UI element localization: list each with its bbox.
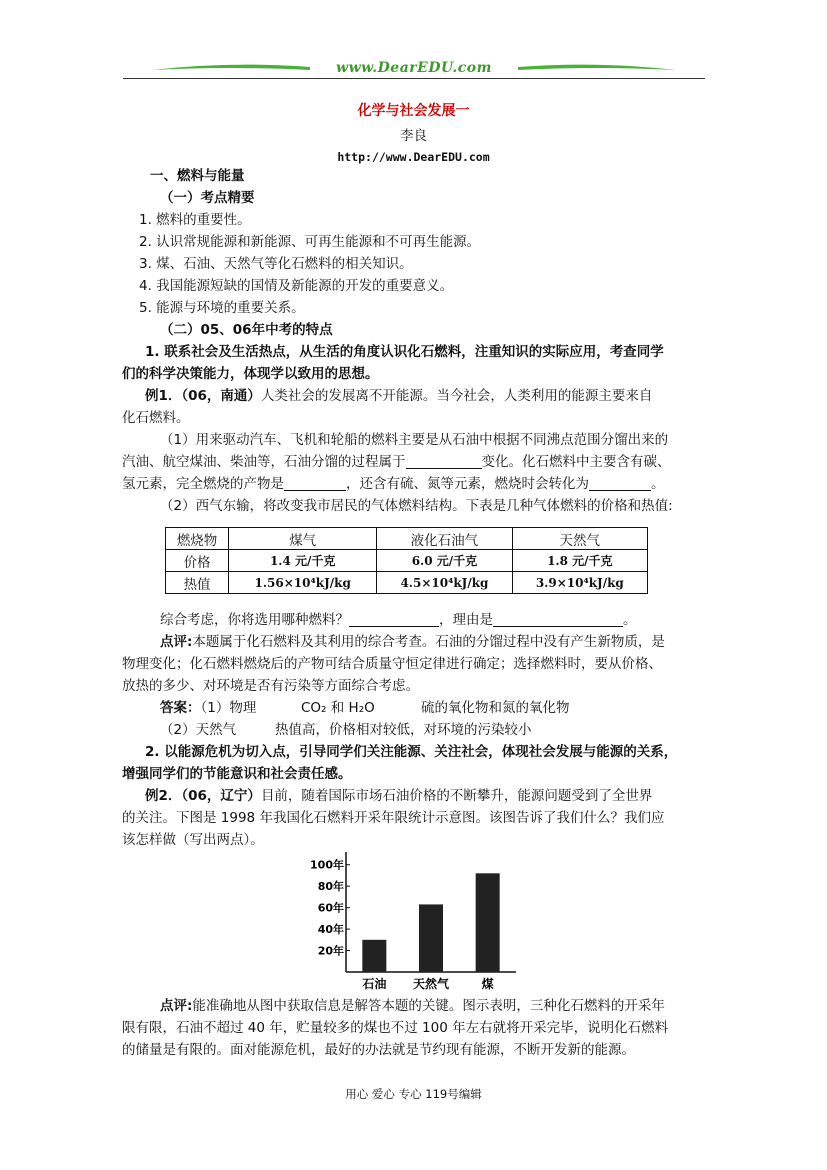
question-text: 氢元素，完全燃烧的产物是: [122, 476, 284, 492]
question-line: [122, 474, 665, 494]
table-row: [166, 572, 648, 594]
list-item: 4. 我国能源短缺的国情及新能源的开发的重要意义。: [139, 278, 454, 294]
question-text: 。: [623, 612, 637, 628]
list-item: 1. 燃料的重要性。: [139, 212, 251, 228]
table-header-cell: 天然气: [512, 528, 647, 550]
x-tick-label: 煤: [481, 977, 494, 991]
site-banner-text[interactable]: www.DearEDU.com: [336, 60, 492, 76]
feature-text: 增强同学们的节能意识和社会责任感。: [122, 766, 352, 782]
x-tick-label: 石油: [362, 977, 387, 991]
question-text: ，理由是: [439, 612, 493, 628]
question-text: 汽油、航空煤油、柴油等，石油分馏的过程属于: [122, 454, 406, 470]
y-tick-label: 40年: [317, 923, 344, 937]
example-line: [145, 386, 652, 406]
bar: [419, 904, 443, 972]
comment-text: 的储量是有限的。面对能源危机，最好的办法就是节约现有能源，不断开发新的能源。: [122, 1042, 635, 1058]
question-text: （2）西气东输，将改变我市居民的气体燃料结构。下表是几种气体燃料的价格和热值:: [160, 498, 673, 514]
section-heading: 一、燃料与能量: [150, 168, 245, 184]
question-line: [122, 452, 671, 472]
example-label: 例1．（06，南通）: [145, 388, 261, 404]
table-cell: 4.5×10⁴kJ/kg: [377, 572, 512, 594]
bar: [476, 873, 500, 972]
x-tick-label: 天然气: [412, 977, 450, 991]
table-cell: 1.8 元/千克: [512, 550, 647, 572]
comment-text: 能准确地从图中获取信息是解答本题的关键。图示表明，三种化石燃料的开采年: [192, 998, 665, 1014]
y-tick-label: 80年: [317, 880, 344, 894]
answer-text: （2）天然气: [160, 722, 237, 738]
answer-blank[interactable]: [349, 612, 439, 627]
table-cell: 3.9×10⁴kJ/kg: [512, 572, 647, 594]
answer-blank[interactable]: [284, 476, 346, 491]
bar: [362, 940, 386, 972]
author: 李良: [400, 128, 427, 144]
example-text: 人类社会的发展离不开能源。当今社会，人类利用的能源主要来自: [260, 388, 653, 404]
table-cell: 1.56×10⁴kJ/kg: [229, 572, 377, 594]
answer-blank[interactable]: [406, 454, 482, 469]
header-divider: [123, 78, 705, 79]
table-row: [166, 550, 648, 572]
comment-label: 点评:: [160, 634, 193, 650]
comment-text: 物理变化；化石燃料燃烧后的产物可结合质量守恒定律进行确定；选择燃料时，要从价格、: [122, 656, 662, 672]
question-text: 综合考虑，你将选用哪种燃料？: [160, 612, 349, 628]
table-cell: 价格: [166, 550, 229, 572]
bar-chart: [300, 848, 530, 993]
example-text: 的关注。下图是 1998 年我国化石燃料开采年限统计示意图。该图告诉了我们什么？我们应: [122, 810, 665, 826]
subsection-heading: （一）考点精要: [160, 190, 255, 206]
example-text: 目前，随着国际市场石油价格的不断攀升，能源问题受到了全世界: [260, 788, 653, 804]
page-footer: 用心 爱心 专心 119号编辑: [345, 1087, 482, 1101]
question-text: （1）用来驱动汽车、飞机和轮船的燃料主要是从石油中根据不同沸点范围分馏出来的: [160, 432, 669, 448]
list-item: 5. 能源与环境的重要关系。: [139, 300, 305, 316]
example-label: 例2．（06，辽宁）: [145, 788, 261, 804]
subsection-heading: （二）05、06年中考的特点: [160, 322, 333, 338]
table-header-cell: 燃烧物: [166, 528, 229, 550]
example-line: [145, 786, 652, 806]
example-text: 该怎样做（写出两点）。: [122, 832, 264, 848]
table-header-cell: 煤气: [229, 528, 377, 550]
table-header-cell: 液化石油气: [377, 528, 512, 550]
y-tick-label: 60年: [317, 901, 344, 915]
source-url[interactable]: http://www.DearEDU.com: [337, 150, 490, 164]
comment-label: 点评:: [160, 998, 193, 1014]
answer-text: 热值高，价格相对较低，对环境的污染较小: [275, 722, 532, 738]
table-row: [166, 528, 648, 550]
answer-blank[interactable]: [493, 612, 623, 627]
example-text: 化石燃料。: [122, 410, 190, 426]
y-tick-label: 20年: [317, 944, 344, 958]
feature-text: 们的科学决策能力，体现学以致用的思想。: [122, 366, 379, 382]
feature-text: 1. 联系社会及生活热点，从生活的角度认识化石燃料，注重知识的实际应用，考查同学: [145, 344, 664, 360]
y-tick-label: 100年: [310, 858, 344, 872]
page-title: 化学与社会发展一: [357, 103, 470, 119]
table-cell: 热值: [166, 572, 229, 594]
comment-line: [160, 996, 665, 1016]
answer-text: （1）物理: [200, 700, 257, 716]
answer-line: [160, 698, 256, 718]
question-line: [160, 610, 637, 630]
question-text: 。: [651, 476, 665, 492]
answer-text: CO₂ 和 H₂O: [301, 700, 375, 716]
fuel-table: [165, 527, 648, 594]
comment-text: 放热的多少、对环境是否有污染等方面综合考虑。: [122, 678, 419, 694]
question-text: 变化。化石燃料中主要含有碳、: [481, 454, 671, 470]
comment-line: [160, 632, 665, 652]
list-item: 2. 认识常规能源和新能源、可再生能源和不可再生能源。: [139, 234, 481, 250]
table-cell: 6.0 元/千克: [377, 550, 512, 572]
answer-label: 答案：: [160, 700, 201, 716]
comment-text: 本题属于化石燃料及其利用的综合考查。石油的分馏过程中没有产生新物质，是: [192, 634, 665, 650]
table-cell: 1.4 元/千克: [229, 550, 377, 572]
answer-blank[interactable]: [589, 476, 651, 491]
answer-text: 硫的氧化物和氮的氧化物: [421, 700, 570, 716]
list-item: 3. 煤、石油、天然气等化石燃料的相关知识。: [139, 256, 413, 272]
question-text: ，还含有硫、氮等元素，燃烧时会转化为: [346, 476, 589, 492]
comment-text: 限有限，石油不超过 40 年，贮量较多的煤也不过 100 年左右就将开采完毕，说明化石燃料: [122, 1020, 669, 1036]
feature-text: 2. 以能源危机为切入点，引导同学们关注能源、关注社会，体现社会发展与能源的关系，: [145, 744, 678, 760]
